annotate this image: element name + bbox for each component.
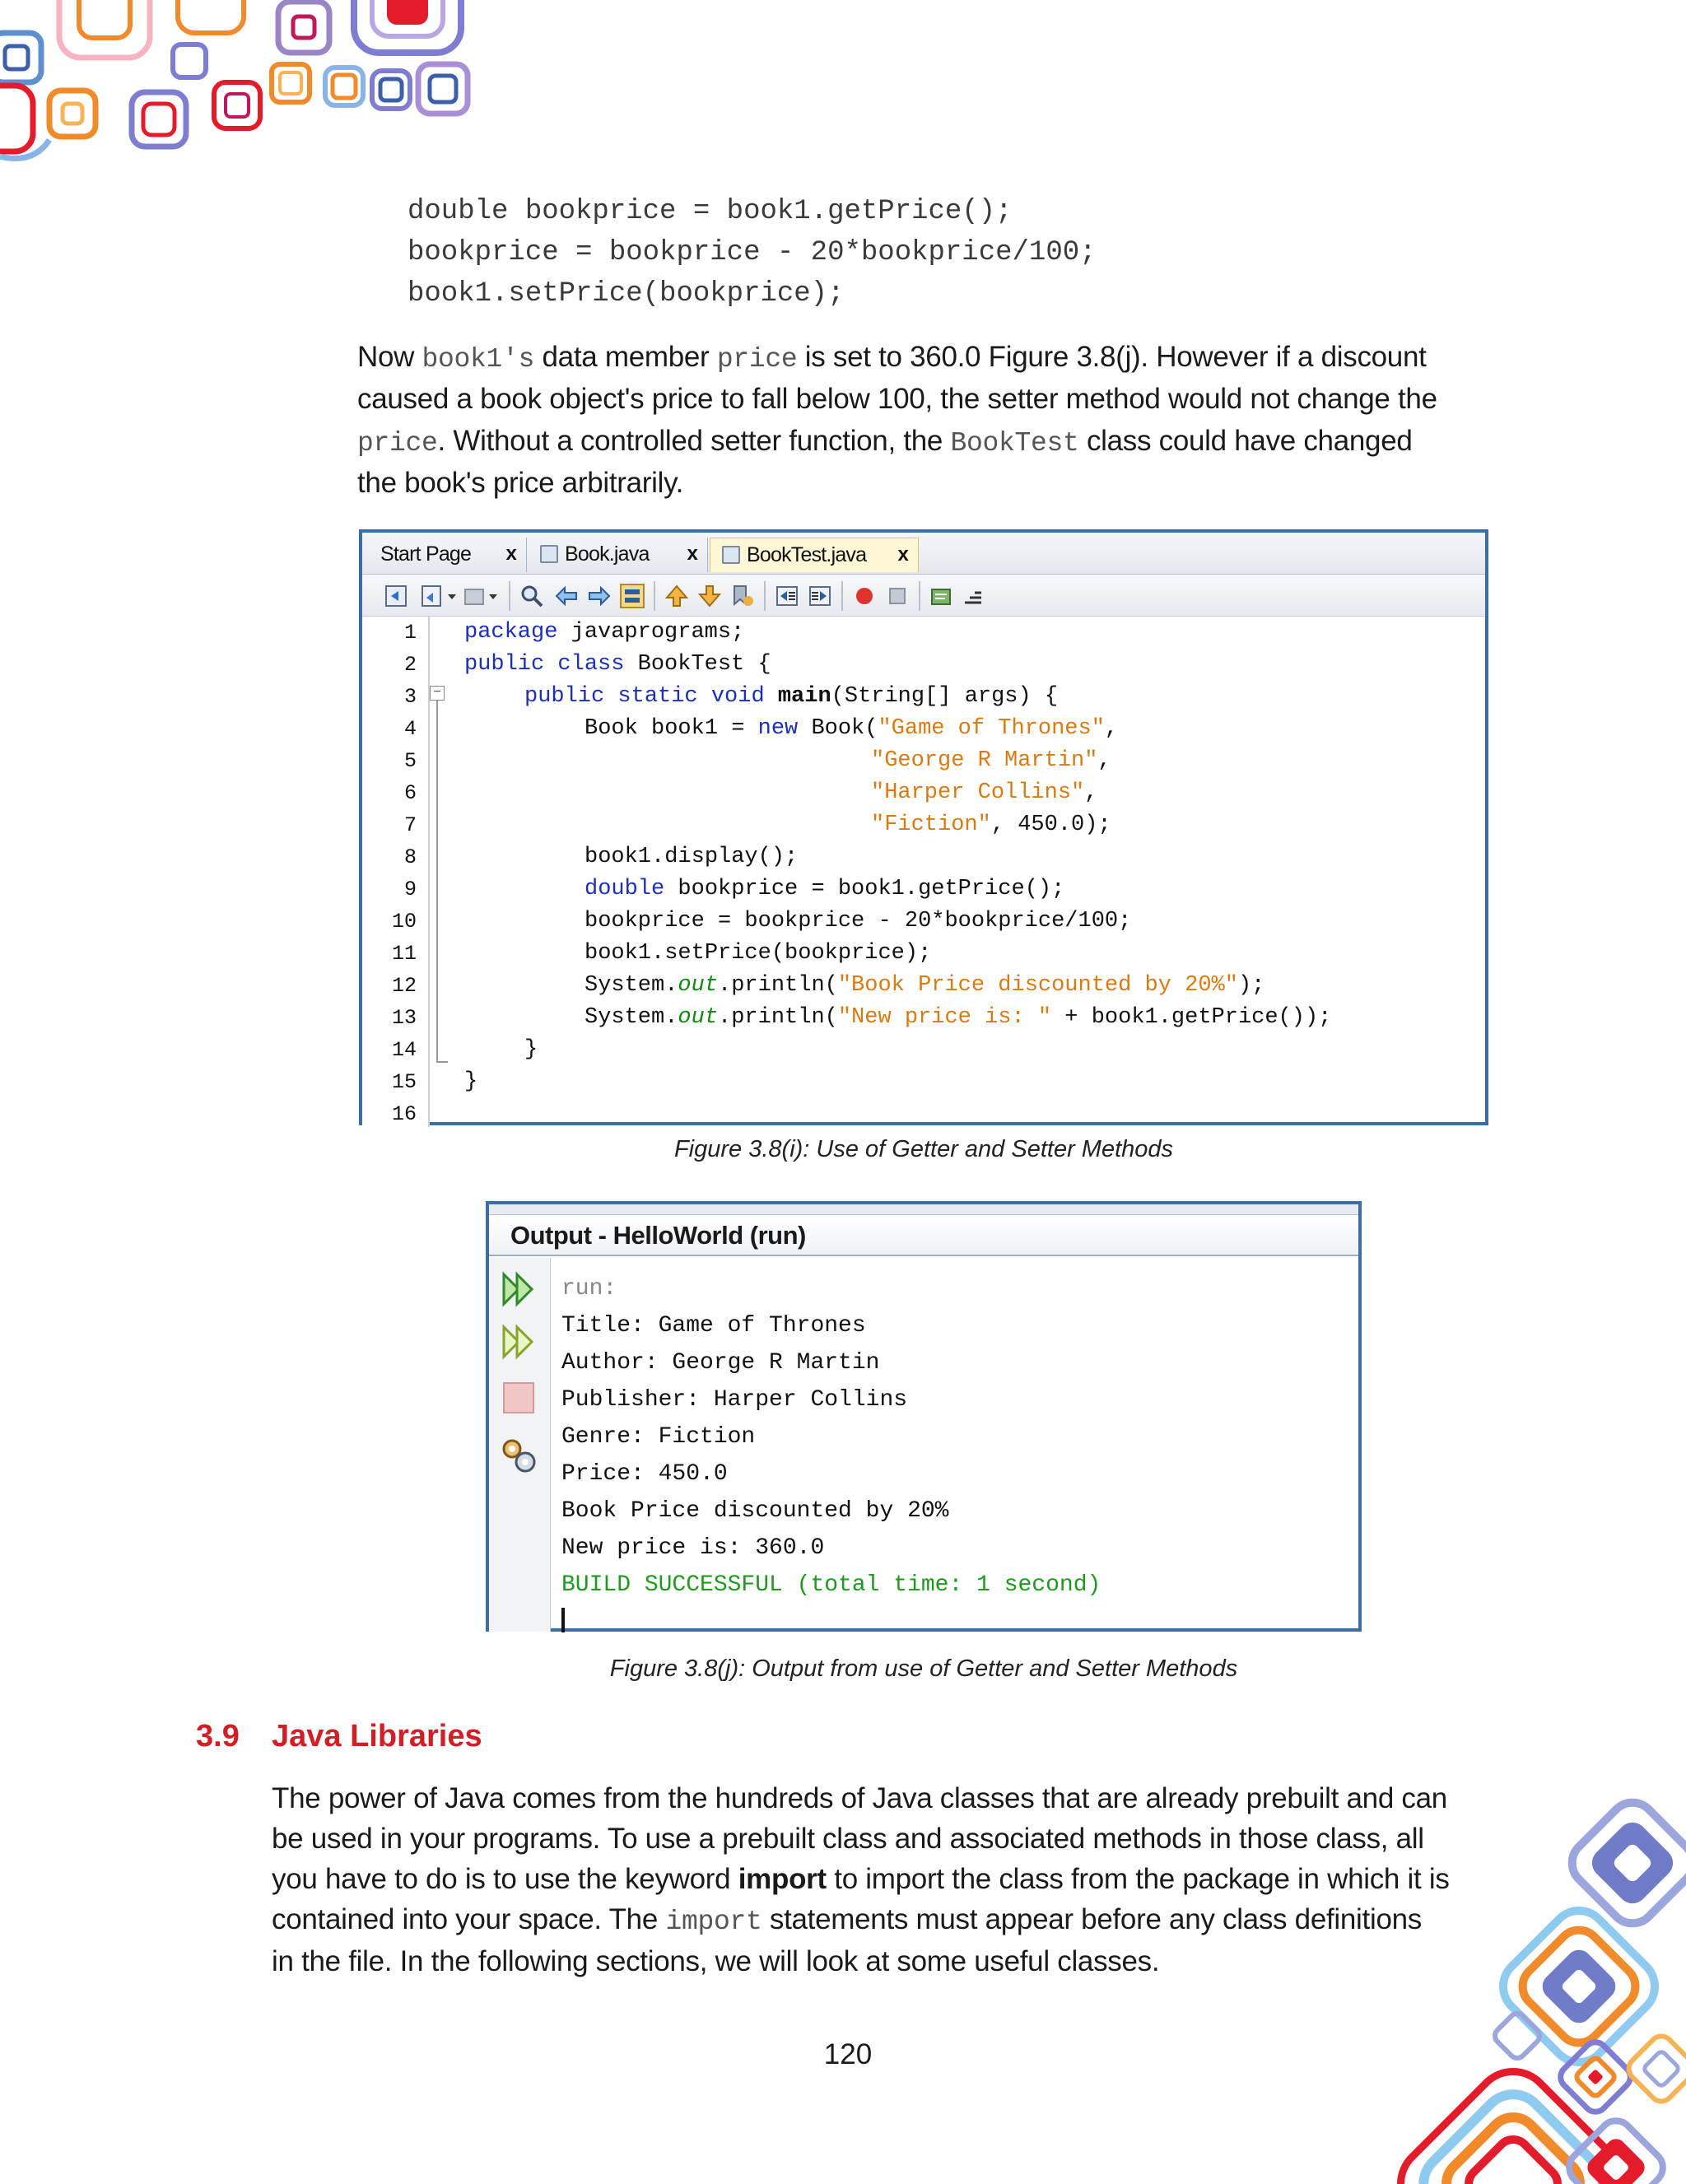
code-text: javaprograms; (557, 620, 745, 645)
toolbar-separator (919, 581, 920, 611)
code-line: bookprice = bookprice - 20*bookprice/100; (585, 909, 1132, 934)
start-macro-icon[interactable] (851, 583, 878, 609)
line-number: 12 (391, 974, 417, 998)
code-text: Book book1 = (585, 716, 758, 741)
toggle-highlight-icon[interactable] (619, 583, 645, 609)
find-previous-icon[interactable] (553, 583, 580, 609)
fold-guide-line (436, 701, 438, 1063)
code-line: book1.setPrice(bookprice); (585, 941, 932, 966)
tab-start-page[interactable] (369, 538, 527, 572)
code-line (871, 777, 1097, 809)
section-title: Java Libraries (272, 1719, 482, 1753)
editor-tab-bar (362, 533, 1485, 575)
text: Now (357, 341, 422, 373)
decorative-squares-top-left (0, 0, 477, 165)
console-line: Title: Game of Thrones (561, 1313, 866, 1339)
line-number: 15 (391, 1070, 417, 1094)
figure-caption-3-8-i: Figure 3.8(i): Use of Getter and Setter Methods (673, 1136, 1174, 1162)
console-line: BUILD SUCCESSFUL (total time: 1 second) (561, 1572, 1101, 1598)
section-heading (196, 1719, 482, 1754)
close-icon[interactable]: x (687, 543, 697, 565)
keyword: double (585, 877, 665, 901)
console-line: New price is: 360.0 (561, 1535, 825, 1561)
string-literal: "Game of Thrones" (878, 716, 1105, 741)
java-file-icon (722, 546, 740, 564)
static-field: out (678, 973, 719, 998)
paragraph-line (272, 1859, 1507, 1899)
code-text: (String[] args) { (831, 684, 1059, 709)
forward-icon[interactable] (461, 583, 487, 609)
paragraph-setter-explanation (357, 336, 1493, 504)
toolbar-separator (509, 581, 510, 611)
inline-code: import (665, 1907, 762, 1937)
text-cursor (561, 1608, 565, 1632)
code-text: .println( (718, 973, 838, 998)
paragraph-line (357, 336, 1493, 378)
keyword: public class (464, 652, 625, 677)
paragraph-line: be used in your programs. To use a prebuilt class and associated methods in those class, all (272, 1823, 1424, 1855)
section-number: 3.9 (196, 1719, 240, 1753)
code-line: book1.display(); (585, 845, 799, 869)
line-number-gutter (362, 617, 430, 1127)
text: to import the class from the package in which it is (826, 1863, 1450, 1895)
rerun-with-parameters-icon[interactable] (501, 1324, 537, 1360)
code-text: bookprice = book1.getPrice(); (664, 877, 1065, 901)
code-line (524, 681, 1058, 713)
find-icon[interactable] (519, 583, 545, 609)
close-icon[interactable]: x (505, 543, 516, 565)
inline-code: price (716, 344, 798, 375)
previous-bookmark-icon[interactable] (664, 583, 690, 609)
console-line: run: (561, 1276, 617, 1302)
code-line (871, 745, 1111, 777)
dropdown-icon[interactable] (487, 583, 499, 609)
line-number: 4 (403, 717, 417, 741)
code-snippet-line: bookprice = bookprice - 20*bookprice/100; (408, 237, 1097, 268)
dropdown-icon[interactable] (446, 583, 458, 609)
java-file-icon (540, 545, 558, 563)
output-window (486, 1201, 1362, 1632)
code-snippet-line: book1.setPrice(bookprice); (408, 278, 845, 310)
string-literal: "Fiction" (871, 813, 991, 837)
tab-label: Book.java (565, 543, 650, 566)
code-fold-toggle[interactable]: − (430, 686, 445, 701)
page-number: 120 (823, 2038, 873, 2070)
code-text: , 450.0); (990, 813, 1111, 837)
code-text: + book1.getPrice()); (1051, 1005, 1332, 1030)
output-action-sidebar (489, 1258, 551, 1632)
output-window-title: Output - HelloWorld (run) (489, 1215, 1358, 1256)
code-line (464, 617, 744, 649)
code-text: BookTest { (624, 652, 771, 677)
toggle-bookmark-icon[interactable] (729, 583, 756, 609)
toolbar-separator (764, 581, 766, 611)
console-line: Genre: Fiction (561, 1424, 756, 1450)
code-text: ); (1237, 973, 1265, 998)
text: contained into your space. The (272, 1903, 666, 1935)
code-line (585, 1002, 1331, 1034)
bold-keyword: import (738, 1863, 827, 1895)
uncomment-icon[interactable] (960, 583, 986, 609)
code-text: Book( (798, 716, 878, 741)
code-snippet (408, 191, 1395, 314)
line-number: 7 (403, 813, 417, 837)
code-text: System. (585, 1005, 678, 1030)
stop-macro-icon[interactable] (884, 583, 911, 609)
string-literal: "Harper Collins" (871, 780, 1085, 805)
text: class could have changed (1078, 425, 1413, 457)
paragraph-line (357, 420, 1493, 462)
ide-editor-window (359, 529, 1488, 1125)
console-line: Book Price discounted by 20% (561, 1498, 949, 1524)
text: data member (534, 341, 717, 373)
tab-booktest-java[interactable] (710, 538, 919, 572)
shift-right-icon[interactable] (807, 583, 833, 609)
stop-icon[interactable] (502, 1381, 535, 1414)
inline-code: book1's (422, 344, 535, 375)
code-line (585, 713, 1118, 745)
code-text: , (1097, 748, 1111, 773)
line-number: 10 (391, 910, 417, 934)
toolbar-separator (841, 581, 843, 611)
paragraph-line: in the file. In the following sections, we will look at some useful classes. (272, 1945, 1160, 1977)
line-number: 5 (403, 749, 417, 773)
line-number: 2 (403, 653, 417, 677)
line-number: 13 (391, 1006, 417, 1030)
code-text: , (1104, 716, 1119, 741)
rerun-icon[interactable] (501, 1271, 537, 1307)
paragraph-line: the book's price arbitrarily. (357, 467, 684, 499)
tab-book-java[interactable] (529, 538, 708, 572)
line-number: 11 (391, 942, 417, 966)
static-field: out (678, 1005, 719, 1030)
line-number: 9 (403, 878, 417, 901)
code-line: } (524, 1037, 538, 1062)
line-number: 16 (391, 1102, 417, 1123)
comment-icon[interactable] (929, 583, 955, 609)
tab-label: BookTest.java (747, 543, 867, 566)
string-literal: "New price is: " (837, 1005, 1052, 1030)
code-line (585, 873, 1064, 906)
string-literal: "George R Martin" (871, 748, 1098, 773)
code-text: .println( (718, 1005, 838, 1030)
output-window-top-edge (489, 1204, 1358, 1215)
find-next-icon[interactable] (586, 583, 612, 609)
line-number: 3 (403, 685, 417, 709)
inline-code: price (357, 428, 438, 459)
fold-guide-end (436, 1061, 448, 1063)
line-number: 14 (391, 1038, 417, 1062)
shift-left-icon[interactable] (774, 583, 800, 609)
editor-toolbar (362, 575, 1485, 617)
line-number: 8 (403, 845, 417, 869)
paragraph-line (272, 1899, 1507, 1941)
paragraph-line: The power of Java comes from the hundreds of Java classes that are already prebuilt and can (272, 1782, 1447, 1814)
text: you have to do is to use the keyword (272, 1863, 738, 1895)
tab-label: Start Page (380, 543, 472, 566)
console-line: Publisher: Harper Collins (561, 1387, 908, 1413)
keyword: public static void (524, 684, 765, 709)
figure-caption-3-8-j: Figure 3.8(j): Output from use of Getter and Setter Methods (609, 1655, 1238, 1682)
paragraph-java-libraries (272, 1778, 1507, 1983)
keyword: package (464, 620, 558, 645)
text: statements must appear before any class definitions (761, 1903, 1422, 1935)
console-line: Author: George R Martin (561, 1350, 880, 1376)
code-line (585, 970, 1264, 1002)
last-edit-icon[interactable] (384, 583, 410, 609)
toolbar-separator (654, 581, 655, 611)
string-literal: "Book Price discounted by 20%" (837, 973, 1238, 998)
paragraph-line: caused a book object's price to fall below 100, the setter method would not change the (357, 383, 1437, 415)
method-name: main (777, 684, 831, 709)
code-text: , (1084, 780, 1098, 805)
code-line (464, 649, 771, 681)
line-number: 1 (403, 621, 417, 645)
code-line (871, 809, 1111, 841)
settings-icon[interactable] (499, 1436, 538, 1475)
code-line: } (464, 1069, 478, 1094)
next-bookmark-icon[interactable] (696, 583, 723, 609)
code-text: System. (585, 973, 678, 998)
keyword: new (757, 716, 799, 741)
console-line: Price: 450.0 (561, 1461, 728, 1487)
close-icon[interactable]: x (897, 543, 908, 566)
back-icon[interactable] (420, 583, 446, 609)
line-number: 6 (403, 781, 417, 805)
inline-code: BookTest (950, 428, 1079, 459)
text: . Without a controlled setter function, the (437, 425, 951, 457)
code-snippet-line: double bookprice = book1.getPrice(); (408, 196, 1013, 227)
text: is set to 360.0 Figure 3.8(j). However if a discount (797, 341, 1427, 373)
